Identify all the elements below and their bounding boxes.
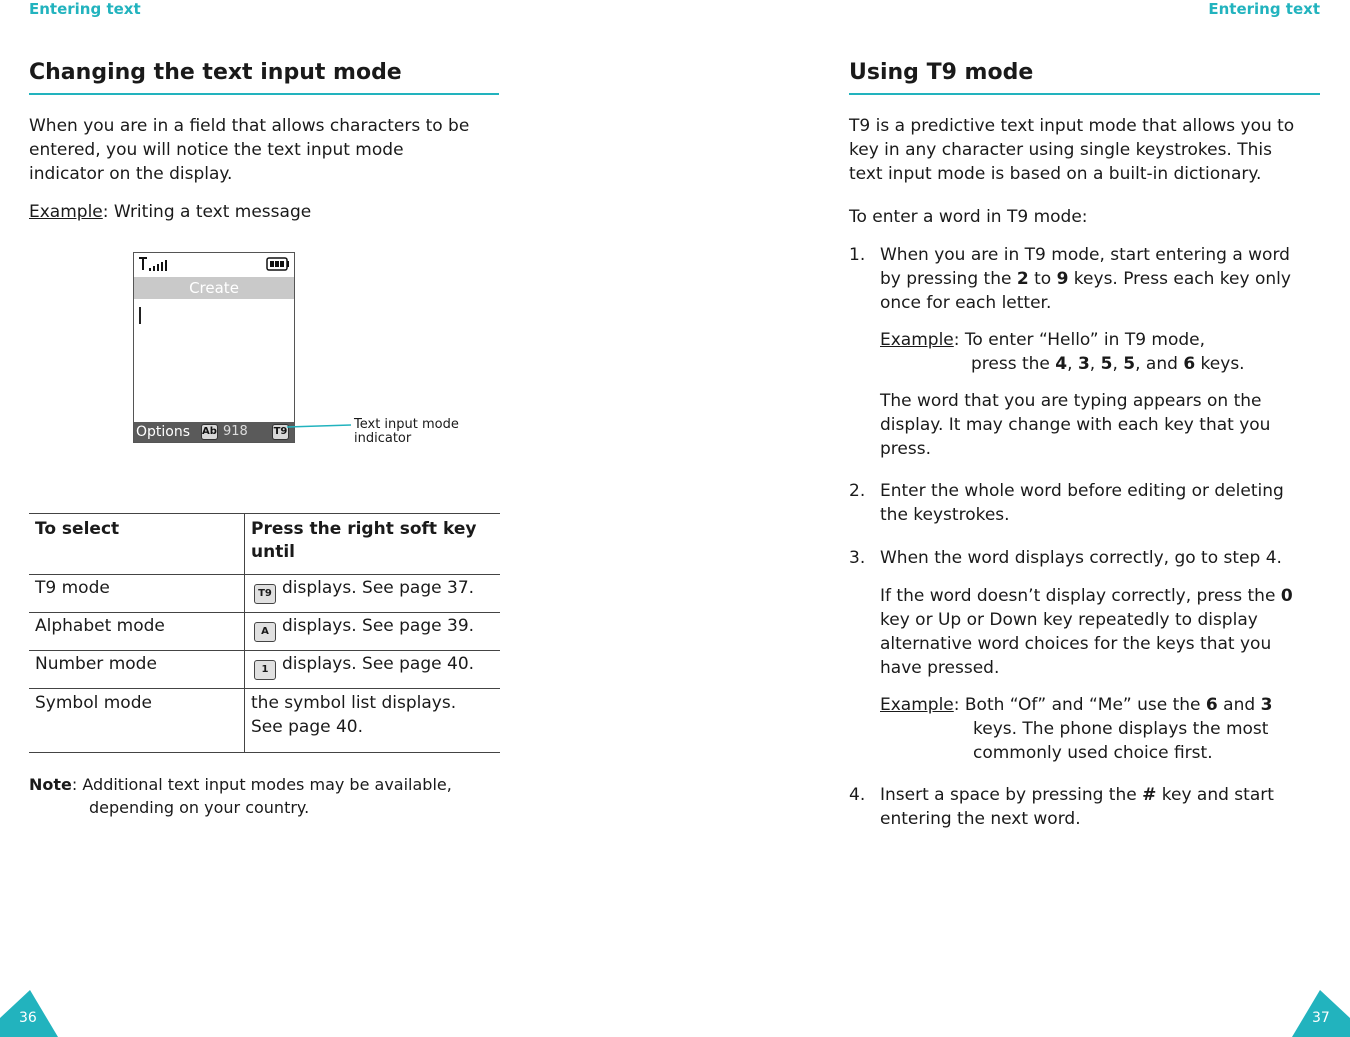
running-head-right: Entering text xyxy=(1208,0,1320,18)
title-rule-right xyxy=(849,93,1320,95)
step-number: 4. xyxy=(849,785,866,805)
table-header-cell: To select xyxy=(29,514,245,575)
table-cell: Number mode xyxy=(29,651,245,689)
step-4: Insert a space by pressing the # key and start entering the next word. xyxy=(880,785,1274,829)
phone-soft-key-bar xyxy=(134,422,294,442)
callout-label: Text input mode indicator xyxy=(354,417,459,446)
table-header-cell: Press the right soft key until xyxy=(245,514,501,575)
step-number: 2. xyxy=(849,481,866,501)
step-3: When the word displays correctly, go to step 4. xyxy=(880,548,1282,568)
t9-mode-icon: T9 xyxy=(272,424,289,440)
callout-line xyxy=(285,420,355,432)
hash-key-icon: # xyxy=(1142,785,1157,805)
t9-icon: T9 xyxy=(254,584,276,604)
table-row xyxy=(29,689,500,753)
table-cell: T9 mode xyxy=(29,575,245,613)
step-number: 3. xyxy=(849,548,866,568)
table-row xyxy=(29,651,500,689)
page-number-right: 37 xyxy=(1312,1010,1330,1026)
char-count: 918 xyxy=(223,424,248,439)
input-mode-table xyxy=(29,513,500,753)
intro-paragraph-right: T9 is a predictive text input mode that allows you to key in any character using single keystrokes. This text input mode is based on a built-in dictionary. xyxy=(849,116,1295,184)
page-number-left: 36 xyxy=(19,1010,37,1026)
step-1: When you are in T9 mode, start entering a word by pressing the 2 to 9 keys. Press each key only once for each letter. xyxy=(880,245,1291,313)
table-row xyxy=(29,613,500,651)
table-cell: 1 displays. See page 40. xyxy=(245,651,501,689)
table-cell: the symbol list displays. See page 40. xyxy=(245,689,501,753)
table-cell: Symbol mode xyxy=(29,689,245,753)
table-row xyxy=(29,575,500,613)
intro-paragraph-left: When you are in a field that allows characters to be entered, you will notice the text input mode indicator on the display. xyxy=(29,116,470,184)
running-head-left: Entering text xyxy=(29,0,141,18)
table-cell: Alphabet mode xyxy=(29,613,245,651)
table-cell: T9 displays. See page 37. xyxy=(245,575,501,613)
step-3-example: Example: Both “Of” and “Me” use the 6 and 3 keys. The phone displays the most commonly used choice first. xyxy=(880,695,1273,763)
step-2: Enter the whole word before editing or deleting the keystrokes. xyxy=(880,481,1284,525)
table-cell: A displays. See page 39. xyxy=(245,613,501,651)
ab-mode-icon: Ab xyxy=(201,424,218,440)
battery-icon xyxy=(266,257,290,271)
phone-status-bar xyxy=(134,253,294,275)
note-left: Note: Additional text input modes may be available, depending on your country. xyxy=(29,775,452,817)
table-header-row xyxy=(29,514,500,575)
signal-icon xyxy=(138,255,172,273)
lead-text: To enter a word in T9 mode: xyxy=(849,207,1088,227)
number-icon: 1 xyxy=(254,660,276,680)
section-title-right: Using T9 mode xyxy=(849,60,1034,85)
title-rule-left xyxy=(29,93,499,95)
step-1-paragraph: The word that you are typing appears on the display. It may change with each key that you press. xyxy=(880,391,1271,459)
phone-title-bar: Create xyxy=(134,277,294,299)
example-line-left: Example: Writing a text message xyxy=(29,202,312,222)
text-cursor xyxy=(139,307,141,324)
step-number: 1. xyxy=(849,245,866,265)
section-title-left: Changing the text input mode xyxy=(29,60,402,85)
step-1-example: Example: To enter “Hello” in T9 mode, press the 4, 3, 5, 5, and 6 keys. xyxy=(880,330,1245,374)
options-soft-key[interactable]: Options xyxy=(136,424,191,440)
phone-screen xyxy=(133,252,295,443)
step-3-paragraph: If the word doesn’t display correctly, press the 0 key or Up or Down key repeatedly to display alternative word choices for the keys that you have pressed. xyxy=(880,586,1293,678)
alphabet-icon: A xyxy=(254,622,276,642)
